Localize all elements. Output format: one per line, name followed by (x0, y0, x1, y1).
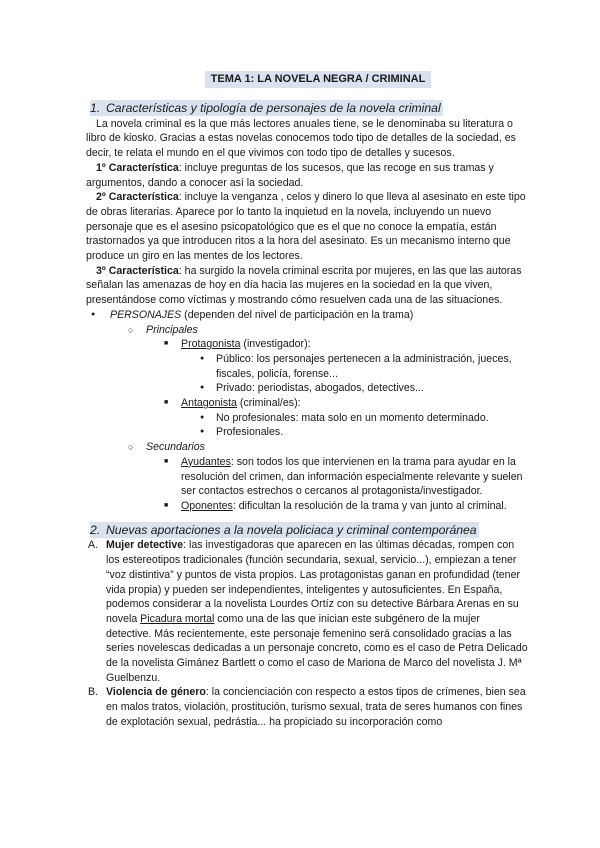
item-a-label: Mujer detective (106, 539, 184, 552)
personajes-label: PERSONAJES (110, 308, 182, 321)
section-1-heading (90, 100, 443, 116)
list-item-secundarios: ○ Secundarios (88, 440, 528, 455)
list-item-principales: ○ Principales (88, 323, 528, 338)
list-item-privado: ● Privado: periodistas, abogados, detectives... (88, 381, 528, 396)
characteristic-2-text: : incluye la venganza , celos y dinero lo que lleva al asesinato en este tipo de obras literarias. Aparece por lo tanto la inquietud en la novela, incluyendo un nuevo personaje que es el asesino psicopatológico que es el que no conoce la empatía, están trastornados ya que introducen ritos a la hora del asesinato. Es un mecanismo interno que produce un giro en las mentes de los lectores. (86, 191, 526, 263)
list-item-antagonista (88, 396, 528, 411)
section-2-heading (90, 522, 479, 538)
ayudantes-label: Ayudantes (181, 455, 231, 468)
item-a-book-title: Picadura mortal (140, 612, 215, 625)
characteristic-1-text: : incluye preguntas de los sucesos, que las recoge en sus tramas y argumentos, dando a conocer así la sociedad. (86, 161, 494, 189)
list-item-protagonista (88, 337, 528, 352)
personajes-text: (dependen del nivel de participación en la trama) (181, 308, 414, 321)
section-2-number: 2. (90, 522, 101, 537)
item-a-mark: A. (88, 539, 99, 552)
document-body (88, 100, 528, 730)
list-item-no-profesionales: ● No profesionales: mata solo en un momento determinado. (88, 411, 528, 426)
section-2-title: Nuevas aportaciones a la novela policiaca y criminal contemporánea (106, 522, 477, 537)
section-1-title: Características y tipología de personajes de la novela criminal (106, 101, 441, 115)
item-b-violencia-genero (86, 685, 528, 729)
characteristic-1-label: 1º Característica (96, 161, 179, 174)
oponentes-text: : dificultan la resolución de la trama y van junto al criminal. (232, 499, 507, 512)
item-a-text-2: como una de las que inician este subgénero de la mujer detective. Más recientemente, este personaje femenino será consolidado gracias a las series novelescas dedicadas a un personaje concreto, como es el caso de Petra Delicado de la novelista Gimánez Bartlett o como el caso de Mariona de Marco del novelista J. Mª Guelbenzu. (106, 612, 528, 684)
list-item-publico: ● Público: los personajes pertenecen a la administración, jueces, fiscales, policía, forense... (88, 352, 528, 381)
item-b-mark: B. (88, 686, 99, 699)
intro-paragraph: La novela criminal es la que más lectores anuales tiene, se le denominaba su literatura o libro de kiosko. Gracias a estas novelas conocemos todo tipo de detalles de la sociedad, es decir, te relata el mundo en el que vivimos con todo tipo de detalles y sucesos. (86, 117, 516, 160)
characteristic-1 (86, 161, 528, 190)
oponentes-label: Oponentes (181, 499, 233, 512)
document-title: TEMA 1: LA NOVELA NEGRA / CRIMINAL (205, 71, 432, 88)
characteristic-3-text: : ha surgido la novela criminal escrita por mujeres, en las que las autoras señalan las amenazas de hoy en día hacia las mujeres en la sociedad en la que viven, presentándose como víctimas y mostrando cómo resuelven cada una de las situaciones. (86, 264, 522, 307)
characteristic-2 (86, 190, 528, 264)
list-item-ayudantes (88, 455, 528, 499)
item-a-text-1: : las investigadoras que aparecen en las últimas décadas, rompen con los estereotipos tradicionales (función secundaria, sexual, servicio...), empiezan a tener “voz distintiva” y puntos de vista propios. Las protagonistas ganan en profundidad (tener vida propia) y pueden ser independientes, inteligentes y autosuficientes. En España, podemos considerar a la novelista Lourdes Ortíz con su detective Bárbara Arenas en su novela (106, 539, 520, 625)
list-item-personajes (88, 308, 528, 323)
protagonista-text: (investigador): (240, 338, 311, 351)
list-item-oponentes (88, 499, 528, 514)
antagonista-text: (criminal/es): (236, 397, 301, 410)
title-row (0, 71, 600, 88)
characteristic-2-label: 2º Característica (96, 191, 179, 204)
item-b-text: : la concienciación con respecto a estos tipos de crímenes, bien sea en malos tratos, violación, prostitución, turismo sexual, trata de seres humanos con fines de explotación sexual, pedrástia... ha propiciado su incorporación como (106, 686, 526, 728)
section-1-number: 1. (90, 101, 101, 115)
protagonista-label: Protagonista (181, 338, 241, 351)
antagonista-label: Antagonista (181, 397, 237, 410)
characteristic-3-label: 3º Característica (96, 264, 179, 277)
item-a-mujer-detective (86, 538, 528, 685)
personajes-list (88, 308, 528, 514)
list-item-profesionales: ● Profesionales. (88, 425, 528, 440)
ayudantes-text: : son todos los que intervienen en la trama para ayudar en la resolución del crimen, dan información especialmente relevante y suelen ser contactos estrechos o cercanos al protagonista/investigador. (181, 455, 523, 498)
characteristic-3 (86, 264, 528, 308)
item-b-label: Violencia de género (106, 686, 206, 699)
section-spacer (88, 514, 528, 522)
